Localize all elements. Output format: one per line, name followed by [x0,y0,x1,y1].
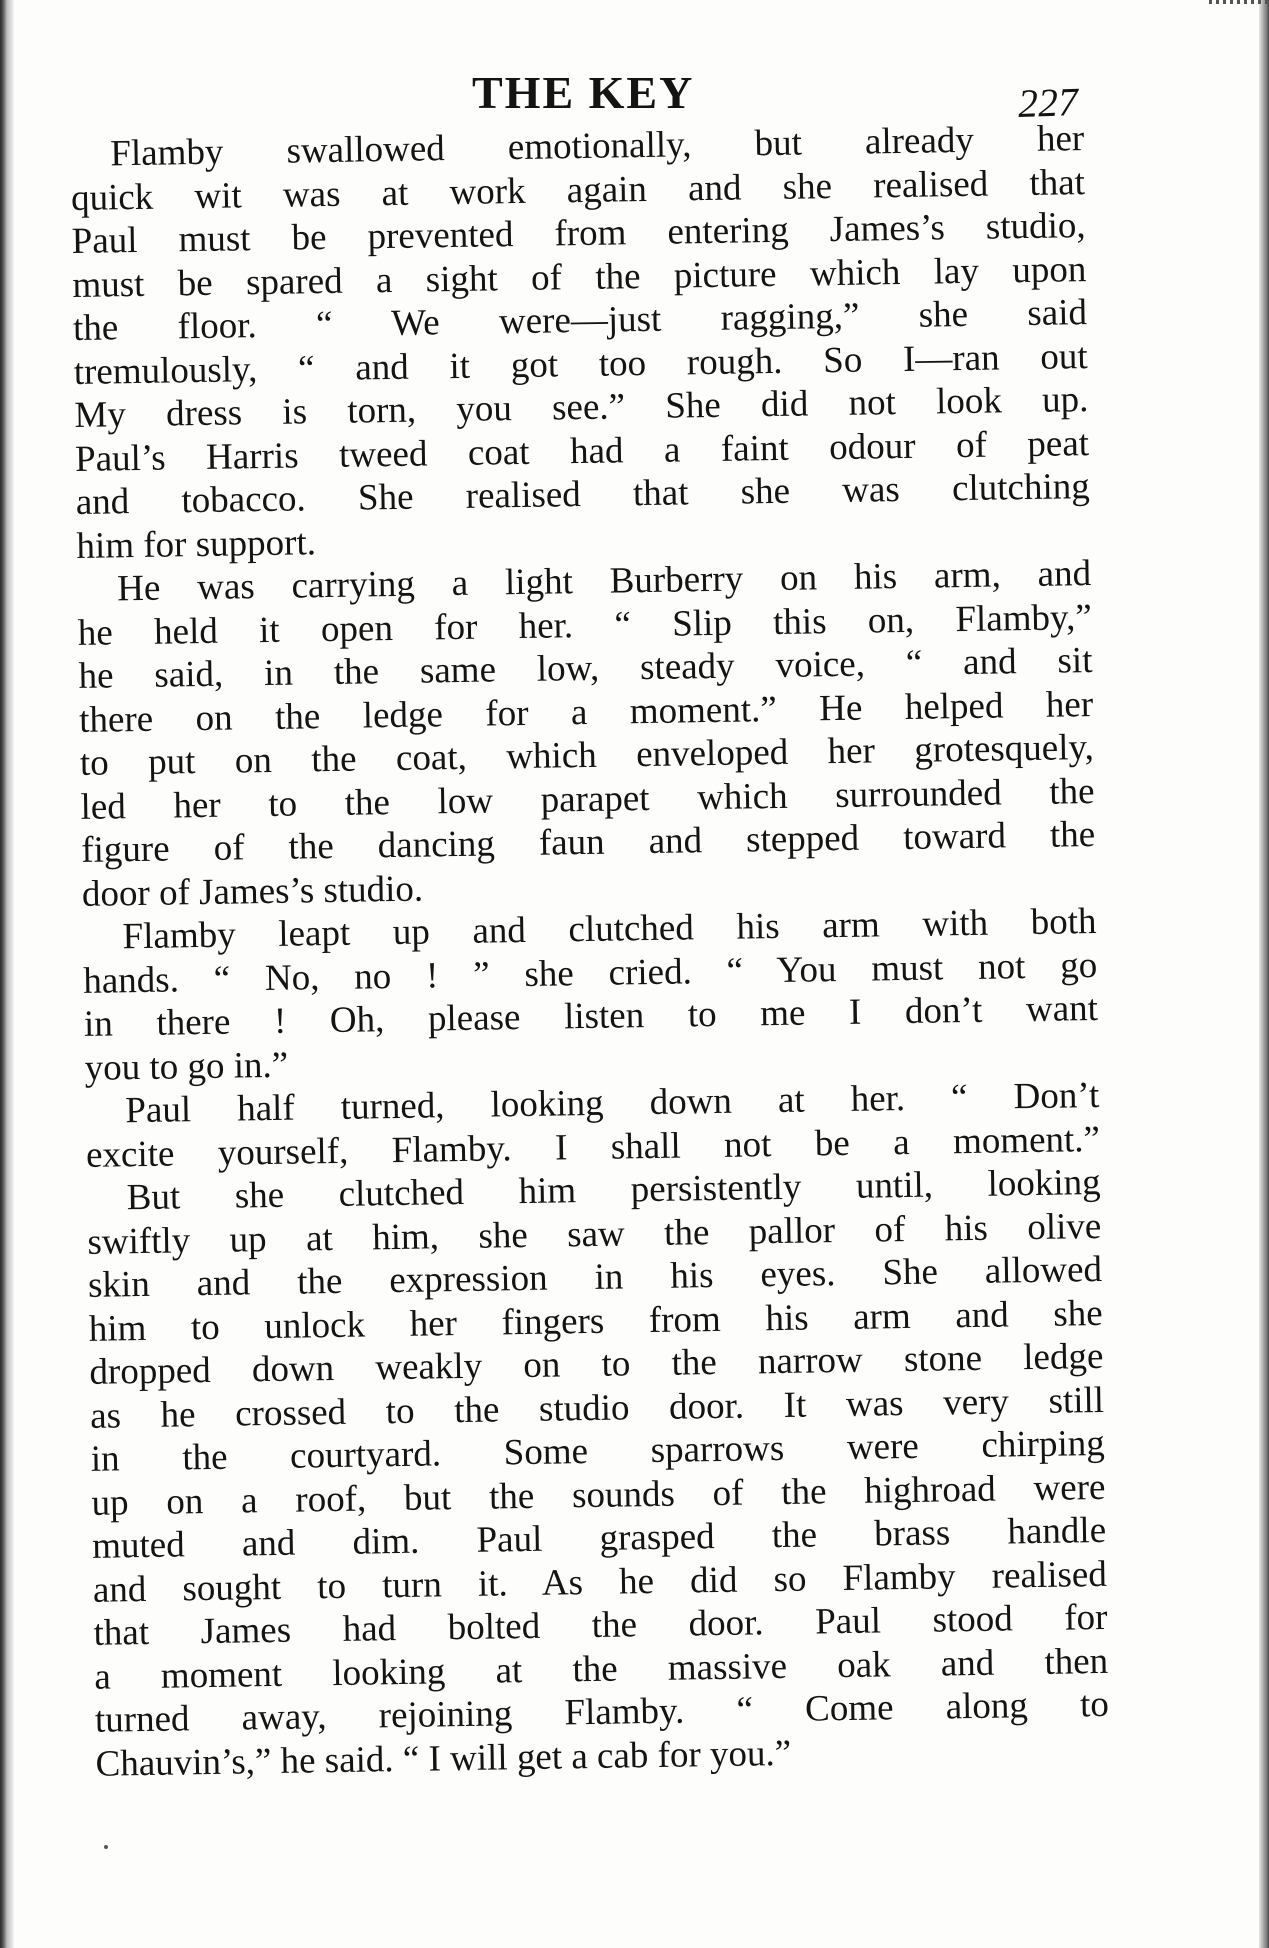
body-text [70,117,1110,1786]
text-line: skin and the expression in his eyes. She allowed [87,1248,1103,1306]
page-edge-marks [1209,0,1269,4]
text-line: He was carrying a light Burberry on his arm, and [116,553,1092,610]
text-line: you to go in.” [84,1044,289,1089]
page-edge-shadow [1259,0,1269,1948]
text-line: in the courtyard. Some sparrows were chirping [90,1422,1106,1480]
page-header [90,58,1090,128]
text-line: he said, in the same low, steady voice, “ and sit [78,640,1093,697]
text-line: led her to the low parapet which surrounded the [80,770,1095,828]
text-line: Flamby leapt up and clutched his arm with both [122,900,1097,958]
text-line: excite yourself, Flamby. I shall not be a moment.” [85,1118,1101,1176]
text-line: Paul’s Harris tweed coat had a faint odour of peat [74,422,1090,480]
text-line: figure of the dancing faun and stepped toward the [80,813,1096,871]
text-line: and tobacco. She realised that she was clutching [75,466,1091,523]
text-line: he held it open for her. “ Slip this on, Flamby,” [77,596,1093,654]
text-line: to put on the coat, which enveloped her grotesquely, [79,726,1095,784]
text-line: door of James’s studio. [81,868,424,915]
text-line: him to unlock her fingers from his arm and she [88,1292,1103,1350]
text-line: the floor. “ We were—just ragging,” she said [72,292,1088,349]
page-number: 227 [1017,78,1079,127]
paragraph [70,117,1091,568]
paragraph [86,1161,1109,1786]
text-line: swiftly up at him, she saw the pallor of his olive [87,1205,1102,1263]
text-line: him for support. [76,521,317,567]
text-line: Flamby swallowed emotionally, but already her [110,118,1085,175]
text-line: dropped down weakly on to the narrow stone ledge [89,1335,1104,1393]
text-line: and sought to turn it. As he did so Flamby realised [92,1553,1108,1611]
page-gutter-shadow [0,0,14,1948]
text-line: Chauvin’s,” he said. “ I will get a cab for you.” [95,1732,792,1785]
text-line: But she clutched him persistently until, looking [126,1161,1101,1219]
text-line: hands. “ No, no ! ” she cried. “ You must not go [82,944,1098,1002]
text-line: quick wit was at work again and she realised that [70,161,1086,219]
text-line: Paul half turned, looking down at her. “ Don’t [125,1074,1100,1132]
text-line: in there ! Oh, please listen to me I don’t want [83,987,1099,1045]
text-line: must be spared a sight of the picture which lay upon [72,248,1087,306]
paragraph [82,900,1099,1090]
text-line: turned away, rejoining Flamby. “ Come along to [94,1683,1110,1741]
print-speck [104,1845,108,1849]
text-line: tremulously, “ and it got too rough. So I—ran out [73,335,1088,393]
text-line: up on a roof, but the sounds of the highroad were [91,1466,1106,1524]
text-line: Paul must be prevented from entering James’s studio, [71,205,1086,262]
text-line: muted and dim. Paul grasped the brass handle [91,1509,1107,1567]
paragraph [85,1074,1100,1177]
text-line: a moment looking at the massive oak and then [93,1640,1109,1698]
running-head: THE KEY [472,67,695,118]
paragraph [77,552,1096,916]
text-line: that James had bolted the door. Paul stood for [93,1596,1108,1654]
text-line: there on the ledge for a moment.” He helped her [78,683,1094,741]
text-line: My dress is torn, you see.” She did not look up. [74,379,1089,436]
text-line: as he crossed to the studio door. It was very still [89,1379,1105,1437]
